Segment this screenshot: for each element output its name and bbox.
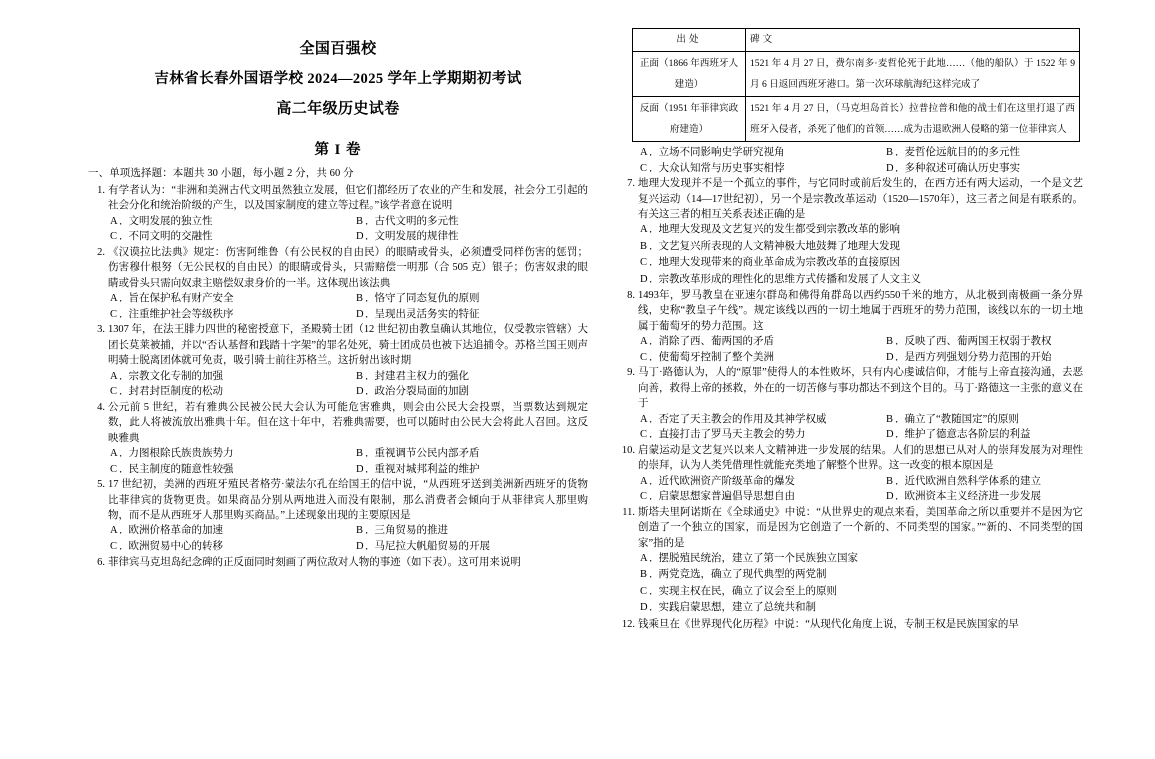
option-text: 政治分裂局面的加剧 (374, 386, 469, 398)
option-text: 不同文明的交融性 (128, 231, 213, 243)
section-heading-multiple-choice: 一、单项选择题：本题共 30 小题，每小题 2 分，共 60 分 (88, 168, 354, 179)
question-stem: 1307 年，在法王腓力四世的秘密授意下，圣殿骑士团（12 世纪初由教皇确认其地位，仅受教宗管辖）大团长莫莱被捕，并以“否认基督和践踏十字架”的罪名处死，骑士团成员也被下达追捕令。苏格兰国王则声明骑士脱离团体就可免责，吸引骑士前往苏格兰。这折射出该时期 (108, 324, 588, 367)
option-a[interactable] (640, 474, 886, 490)
table-cell-inscription: 1521 年 4 月 27 日，费尔南多·麦哲伦死于此地……（他的船队）于 1522 年 9 月 6 日返回西班牙港口。第一次环球航海纪这样完成了 (746, 52, 1080, 97)
table-row (633, 97, 1080, 142)
option-group (618, 412, 1083, 443)
question-number: 4. (97, 401, 105, 413)
option-label: A (640, 147, 648, 158)
option-separator: ． (365, 525, 375, 537)
option-text: 近代欧洲自然科学体系的建立 (904, 475, 1041, 487)
option-row (110, 369, 588, 385)
question-body (88, 555, 588, 570)
table-row (633, 52, 1080, 97)
question-number: 7. (627, 178, 635, 190)
option-text: 摆脱殖民统治，建立了第一个民族独立国家 (658, 553, 858, 565)
option-separator: ． (365, 386, 375, 398)
question-number: 6. (97, 556, 105, 568)
option-separator: ． (895, 413, 905, 425)
option-text: 恪守了同态复仇的原则 (374, 293, 480, 305)
option-separator: ． (649, 351, 659, 363)
option-label: B (356, 525, 364, 537)
option-label: B (640, 569, 648, 581)
option-text: 维护了德意志各阶层的利益 (904, 429, 1031, 441)
option-c[interactable] (640, 255, 1083, 271)
option-label: B (886, 147, 894, 158)
option-group (618, 551, 1083, 617)
question-stem: 地理大发现并不是一个孤立的事件，与它同时或前后发生的，在西方还有两大运动，一个是文艺复兴运动（14—17世纪初），另一个是宗教改革运动（1520—1570年），这三者之间是有联系的。有关这三者的相互关系表述正确的是 (638, 178, 1083, 220)
table-body (633, 52, 1080, 142)
option-text: 古代文明的多元性 (374, 215, 459, 227)
option-d[interactable] (886, 427, 1083, 443)
option-text: 启蒙思想家普遍倡导思想自由 (658, 491, 795, 503)
option-b[interactable] (886, 334, 1083, 350)
option-text: 近代欧洲资产阶级革命的爆发 (658, 475, 795, 487)
option-row (640, 427, 1083, 443)
option-text: 呈现出灵活务实的特征 (374, 308, 480, 320)
option-row (640, 145, 1083, 161)
option-text: 欧洲贸易中心的转移 (128, 541, 223, 553)
question-body (618, 288, 1083, 334)
grade-subject-title: 高二年级历史试卷 (276, 101, 400, 117)
option-separator: ． (119, 293, 129, 305)
question-number: 1. (97, 185, 105, 196)
option-label: C (640, 491, 648, 503)
option-row (110, 229, 588, 245)
option-label: B (356, 215, 364, 227)
paper-part-heading: 第 I 卷 (314, 142, 362, 158)
option-label: A (110, 215, 118, 227)
option-label: A (110, 293, 118, 305)
option-separator: ． (365, 308, 375, 320)
question-stem: 启蒙运动是文艺复兴以来人文精神进一步发展的结果。人们的思想已从对人的崇拜发展为对理性的崇拜，认为人类凭借理性就能充类地了解整个世界。这一改变的根本原因是 (638, 444, 1083, 472)
question-item (618, 443, 1083, 505)
option-a[interactable] (110, 446, 356, 462)
option-b[interactable] (886, 412, 1083, 428)
question-item (618, 176, 1083, 288)
option-label: B (356, 448, 364, 460)
option-separator: ． (895, 147, 905, 158)
option-separator: ． (365, 448, 375, 460)
question-item (618, 365, 1083, 442)
option-text: 地理大发现带来的商业革命成为宗教改革的直接原因 (658, 257, 900, 269)
option-label: B (356, 370, 364, 382)
question-stem: 斯塔夫里阿诺斯在《全球通史》中说：“从世界史的观点来看，美国革命之所以重要并不是因为它创造了一个独立的国家，而是因为它创造了一个新的、不同类型的国家。”“新的、不同类型的国家”指的是 (638, 506, 1083, 549)
option-label: C (640, 351, 648, 363)
school-honor-title: 全国百强校 (299, 41, 377, 57)
option-a[interactable] (640, 222, 1083, 238)
option-text: 宗教文化专制的加强 (128, 370, 223, 382)
option-separator: ． (649, 257, 659, 269)
option-separator: ． (895, 429, 905, 441)
option-c[interactable] (110, 307, 356, 323)
option-text: 立场不同影响史学研究视角 (658, 147, 785, 158)
option-separator: ． (649, 273, 659, 285)
question-body (618, 365, 1083, 411)
option-separator: ． (649, 569, 659, 581)
option-text: 宗教改革形成的理性化的思维方式传播和发展了人文主义 (658, 273, 921, 285)
question-number: 11. (622, 506, 635, 518)
option-text: 多种叙述可确认历史事实 (904, 162, 1020, 174)
option-row (640, 161, 1083, 177)
option-text: 文明发展的规律性 (374, 231, 459, 243)
table-header-inscription: 碑文 (746, 29, 1080, 52)
option-d[interactable] (640, 272, 1083, 288)
table-header-row (633, 29, 1080, 52)
left-column (88, 0, 588, 570)
option-group (88, 291, 588, 322)
option-separator: ． (119, 231, 129, 243)
option-a[interactable] (110, 291, 356, 307)
option-label: D (886, 429, 894, 441)
option-c[interactable] (110, 539, 356, 555)
table-cell-source: 反面（1951 年菲律宾政府建造） (633, 97, 746, 142)
option-d[interactable] (640, 600, 1083, 616)
option-a[interactable] (110, 523, 356, 539)
option-c[interactable] (640, 427, 886, 443)
question-item (88, 477, 588, 554)
question-stem: 菲律宾马克坦岛纪念碑的正反面同时刻画了两位敌对人物的事迹（如下表）。这可用来说明 (108, 556, 521, 568)
option-label: C (110, 386, 118, 398)
option-text: 实现主权在民，确立了议会至上的原则 (658, 585, 837, 597)
question-item (618, 505, 1083, 617)
option-group (618, 334, 1083, 365)
question-body (618, 617, 1083, 632)
option-label: C (640, 257, 648, 269)
option-row (640, 334, 1083, 350)
option-separator: ． (649, 413, 659, 425)
table-cell-inscription: 1521 年 4 月 27 日，（马克坦岛首长）拉普拉普和他的战士们在这里打退了西班牙入侵者，杀死了他们的首领……成为击退欧洲人侵略的第一位菲律宾人 (746, 97, 1080, 142)
option-separator: ． (649, 147, 659, 158)
question-body (618, 505, 1083, 551)
option-label: D (356, 308, 364, 320)
option-separator: ． (365, 370, 375, 382)
option-text: 马尼拉大帆船贸易的开展 (374, 541, 490, 553)
option-row (110, 523, 588, 539)
option-label: D (886, 351, 894, 363)
option-label: C (110, 231, 118, 243)
question-item (618, 145, 1083, 176)
option-label: B (886, 336, 894, 348)
question-body (618, 176, 1083, 222)
table-cell-source: 正面（1866 年西班牙人建造） (633, 52, 746, 97)
question-item (88, 400, 588, 477)
option-label: D (886, 162, 894, 174)
option-label: A (640, 553, 648, 565)
option-text: 欧洲资本主义经济进一步发展 (904, 491, 1041, 503)
option-label: A (110, 525, 118, 537)
option-separator: ． (649, 336, 659, 348)
option-b[interactable] (886, 145, 1083, 161)
option-text: 文艺复兴所表现的人文精神极大地鼓舞了地理大发现 (658, 240, 900, 252)
option-c[interactable] (640, 489, 886, 505)
option-text: 消除了西、葡两国的矛盾 (658, 336, 774, 348)
option-text: 大众认知常与历史事实相悖 (658, 162, 785, 174)
option-text: 实践启蒙思想，建立了总统共和制 (658, 602, 816, 614)
option-group (618, 222, 1083, 288)
option-separator: ． (119, 386, 129, 398)
question-number: 9. (627, 367, 635, 379)
option-text: 欧洲价格革命的加速 (128, 525, 223, 537)
option-text: 反映了西、葡两国王权弱于教权 (904, 336, 1052, 348)
option-label: D (356, 463, 364, 475)
question-item (88, 245, 588, 322)
option-row (640, 489, 1083, 505)
option-label: D (886, 491, 894, 503)
question-number: 10. (621, 444, 635, 456)
option-separator: ． (365, 293, 375, 305)
option-separator: ． (119, 463, 129, 475)
option-a[interactable] (640, 145, 886, 161)
option-text: 地理大发现及文艺复兴的发生都受到宗教改革的影响 (658, 224, 900, 236)
left-question-list (88, 183, 588, 570)
option-d[interactable] (356, 384, 588, 400)
question-number: 3. (97, 324, 105, 336)
option-c[interactable] (640, 350, 886, 366)
option-text: 是西方列强划分势力范围的开始 (904, 351, 1052, 363)
option-row (110, 214, 588, 230)
option-text: 两党竞选，确立了现代典型的两党制 (658, 569, 827, 581)
option-separator: ． (649, 491, 659, 503)
option-text: 重视对城邦利益的维护 (374, 463, 480, 475)
option-group (88, 446, 588, 477)
question-number: 5. (97, 479, 105, 491)
option-b[interactable] (640, 239, 1083, 255)
option-label: A (110, 370, 118, 382)
option-separator: ． (119, 370, 129, 382)
option-a[interactable] (110, 369, 356, 385)
option-text: 力图根除氏族贵族势力 (128, 448, 234, 460)
option-c[interactable] (640, 161, 886, 177)
option-row (110, 291, 588, 307)
option-separator: ． (649, 553, 659, 565)
option-label: A (640, 413, 648, 425)
option-row (640, 350, 1083, 366)
option-separator: ． (895, 162, 905, 174)
question-item (88, 555, 588, 570)
option-label: D (356, 231, 364, 243)
option-c[interactable] (640, 584, 1083, 600)
option-d[interactable] (886, 161, 1083, 177)
monument-inscription-table (632, 28, 1080, 142)
option-group (618, 474, 1083, 505)
option-separator: ． (365, 215, 375, 227)
option-label: D (640, 273, 648, 285)
option-separator: ． (649, 475, 659, 487)
question-body (88, 245, 588, 291)
option-b[interactable] (356, 291, 588, 307)
option-label: A (640, 475, 648, 487)
option-text: 重视调节公民内部矛盾 (374, 448, 480, 460)
option-label: B (640, 240, 648, 252)
option-separator: ． (649, 162, 659, 174)
option-label: C (640, 585, 648, 597)
option-d[interactable] (356, 539, 588, 555)
question-number: 8. (627, 290, 635, 302)
option-row (640, 412, 1083, 428)
question-body (88, 477, 588, 523)
option-separator: ． (895, 491, 905, 503)
option-text: 封建君主权力的强化 (374, 370, 469, 382)
question-item (88, 322, 588, 399)
option-label: B (886, 413, 894, 425)
option-b[interactable] (356, 369, 588, 385)
option-label: C (110, 463, 118, 475)
option-text: 否定了天主教会的作用及其神学权威 (658, 413, 827, 425)
right-column (618, 0, 1083, 632)
option-group (88, 214, 588, 245)
question-stem: 公元前 5 世纪，若有雅典公民被公民大会认为可能危害雅典，则会由公民大会投票，当票数达到规定数，此人将被流放出雅典十年。但在这十年中，若雅典需要，也可以随时由公民大会将此人召回。这反映雅典 (108, 401, 588, 444)
option-a[interactable] (640, 334, 886, 350)
option-b[interactable] (356, 523, 588, 539)
option-b[interactable] (356, 446, 588, 462)
option-row (110, 539, 588, 555)
option-label: A (640, 336, 648, 348)
option-row (110, 446, 588, 462)
table-header-source: 出处 (633, 29, 746, 52)
option-separator: ． (895, 336, 905, 348)
option-d[interactable] (356, 462, 588, 478)
question-stem: 钱乘旦在《世界现代化历程》中说：“从现代化角度上说，专制王权是民族国家的早 (638, 618, 1019, 630)
option-separator: ． (365, 231, 375, 243)
question-body (88, 400, 588, 446)
option-c[interactable] (110, 462, 356, 478)
option-text: 直接打击了罗马天主教会的势力 (658, 429, 806, 441)
option-text: 注重维护社会等级秩序 (128, 308, 234, 320)
question-body (618, 443, 1083, 474)
question-stem: 马丁·路德认为，人的“原罪”使得人的本性败坏，只有内心虔诚信仰，才能与上帝直接沟通，去恶向善，救得上帝的拯救，外在的一切苦修与事功都达不到这个目的。马丁·路德这一主张的意义在于 (638, 367, 1083, 410)
question-number: 2. (97, 247, 105, 258)
option-b[interactable] (640, 567, 1083, 583)
option-label: C (110, 541, 118, 553)
option-text: 封君封臣制度的松动 (128, 386, 223, 398)
question-item (618, 288, 1083, 365)
option-b[interactable] (356, 214, 588, 230)
option-separator: ． (119, 541, 129, 553)
option-label: D (640, 602, 648, 614)
question-body (88, 183, 588, 214)
option-separator: ． (119, 215, 129, 227)
option-text: 三角贸易的推进 (374, 525, 448, 537)
option-separator: ． (895, 475, 905, 487)
option-d[interactable] (886, 350, 1083, 366)
option-separator: ． (365, 463, 375, 475)
option-label: B (356, 293, 364, 305)
option-separator: ． (119, 525, 129, 537)
option-group (88, 523, 588, 554)
question-item (618, 617, 1083, 632)
option-label: B (886, 475, 894, 487)
option-label: A (640, 224, 648, 236)
option-c[interactable] (110, 384, 356, 400)
option-text: 旨在保护私有财产安全 (128, 293, 234, 305)
question-stem: 1493年，罗马教皇在亚速尔群岛和佛得角群岛以西约550千米的地方，从北极到南极画一条分界线，史称“教皇子午线”。规定该线以西的一切土地属于西班牙的势力范围，该线以东的一切土地属于葡萄牙的势力范围。这 (638, 290, 1083, 332)
option-group (88, 369, 588, 400)
option-label: C (110, 308, 118, 320)
option-label: A (110, 448, 118, 460)
question-stem: 有学者认为：“非洲和美洲古代文明虽然独立发展，但它们都经历了农业的产生和发展，社会分工引起的社会分化和统治阶级的产生，以及国家制度的建立等过程。”该学者意在说明 (108, 185, 588, 212)
exam-title: 吉林省长春外国语学校 2024—2025 学年上学期期初考试 (154, 71, 522, 87)
option-d[interactable] (356, 307, 588, 323)
option-separator: ． (649, 602, 659, 614)
option-c[interactable] (110, 229, 356, 245)
option-label: C (640, 162, 648, 174)
question-number: 12. (621, 618, 635, 630)
question-stem: 17 世纪初，美洲的西班牙殖民者格劳·蒙法尔孔在给国王的信中说，“从西班牙送到美洲新西班牙的货物比菲律宾的货物更贵。如果商品分别从两地进入而没有限制，那么消费者会倾向于从菲律宾人那里购物，而不是从西班牙人那里购买商品。”上述现象出现的主要原因是 (108, 479, 588, 522)
option-a[interactable] (640, 551, 1083, 567)
option-d[interactable] (886, 489, 1083, 505)
option-a[interactable] (110, 214, 356, 230)
option-text: 确立了“教随国定”的原则 (904, 413, 1019, 425)
option-text: 使葡萄牙控制了整个美洲 (658, 351, 774, 363)
option-separator: ． (119, 448, 129, 460)
option-row (640, 474, 1083, 490)
option-text: 文明发展的独立性 (128, 215, 213, 227)
option-separator: ． (649, 429, 659, 441)
option-row (110, 462, 588, 478)
option-separator: ． (649, 585, 659, 597)
option-d[interactable] (356, 229, 588, 245)
option-row (110, 384, 588, 400)
option-label: C (640, 429, 648, 441)
option-separator: ． (895, 351, 905, 363)
question-item (88, 183, 588, 245)
option-row (110, 307, 588, 323)
option-separator: ． (119, 308, 129, 320)
option-a[interactable] (640, 412, 886, 428)
question-stem: 《汉谟拉比法典》规定：伤害阿维鲁（有公民权的自由民）的眼睛或骨头，必须遭受同样伤害的惩罚；伤害穆什根努（无公民权的自由民）的眼睛或骨头，只需赔偿一明那（合 505 克）银子；伤害奴隶的眼睛或骨头只需向奴隶主赔偿奴隶身价的一半。这体现出该法典 (108, 247, 588, 289)
option-separator: ． (649, 224, 659, 236)
right-question-list (618, 145, 1083, 632)
option-text: 麦哲伦远航目的的多元性 (904, 147, 1020, 158)
option-text: 民主制度的随意性较强 (128, 463, 234, 475)
option-label: D (356, 386, 364, 398)
question-body (88, 322, 588, 368)
option-b[interactable] (886, 474, 1083, 490)
option-group (618, 145, 1083, 176)
option-separator: ． (365, 541, 375, 553)
option-label: D (356, 541, 364, 553)
option-separator: ． (649, 240, 659, 252)
